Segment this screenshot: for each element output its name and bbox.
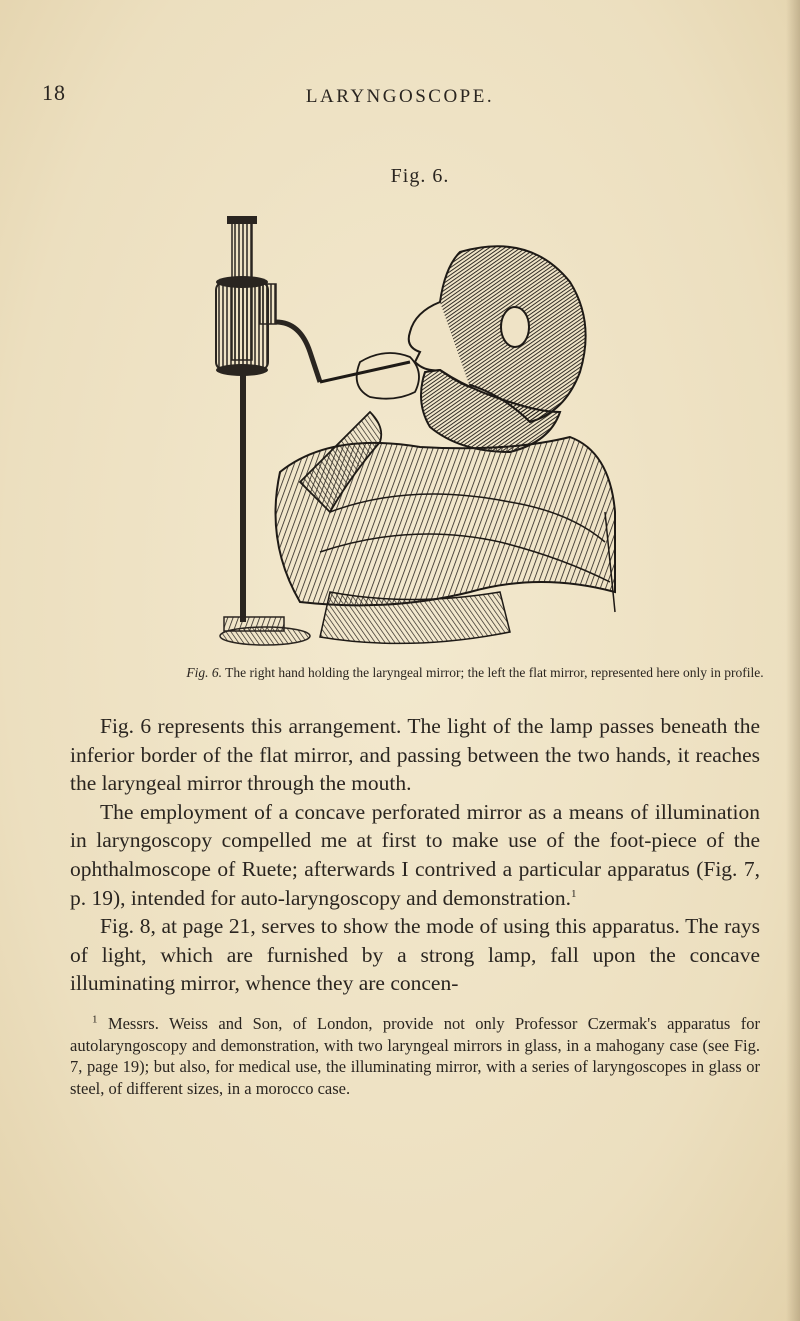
figure-title: Fig. 6. — [390, 165, 450, 187]
body-text — [70, 712, 760, 998]
paragraph-2 — [70, 798, 760, 912]
page-number: 18 — [42, 80, 66, 105]
footnote-text: Messrs. Weiss and Son, of London, provide not only Professor Czermak's apparatus for autolaryngoscopy and demonstration, with two laryngeal mirrors in glass, in a mahogany case (see Fig. 7, page 19); but also, for medical use, the illuminating mirror, with a series of laryngoscopes in glass or steel, of different sizes, in a morocco case. — [70, 1014, 761, 1098]
footnote — [70, 1013, 760, 1099]
page-edge-shadow — [786, 0, 800, 1321]
footnote-number: 1 — [92, 1013, 98, 1026]
running-head: LARYNGOSCOPE. — [305, 86, 495, 107]
paragraph-3: Fig. 8, at page 21, serves to show the mode of using this apparatus. The rays of light, which are furnished by a strong lamp, fall upon the concave illuminating mirror, whence they are concen- — [70, 914, 760, 996]
caption-figure-ref: Fig. 6. — [186, 665, 222, 680]
figure-caption — [175, 664, 775, 681]
footnote-marker: 1 — [570, 887, 577, 900]
laryngoscope-illustration — [210, 212, 620, 662]
seated-figure — [276, 246, 616, 643]
paragraph-1: Fig. 6 represents this arrangement. The light of the lamp passes beneath the inferior border of the flat mirror, and passing between the two hands, it reaches the laryngeal mirror through the mouth. — [70, 714, 760, 796]
paragraph-2-text: The employment of a concave perforated mirror as a means of illumination in laryngoscopy compelled me at first to make use of the foot-piece of the ophthalmoscope of Ruete; afterwards I contrived a particular apparatus (Fig. 7, p. 19), intended for auto-laryngoscopy and demonstration. — [70, 799, 760, 910]
caption-text: The right hand holding the laryngeal mirror; the left the flat mirror, represented here only in profile. — [225, 665, 764, 680]
